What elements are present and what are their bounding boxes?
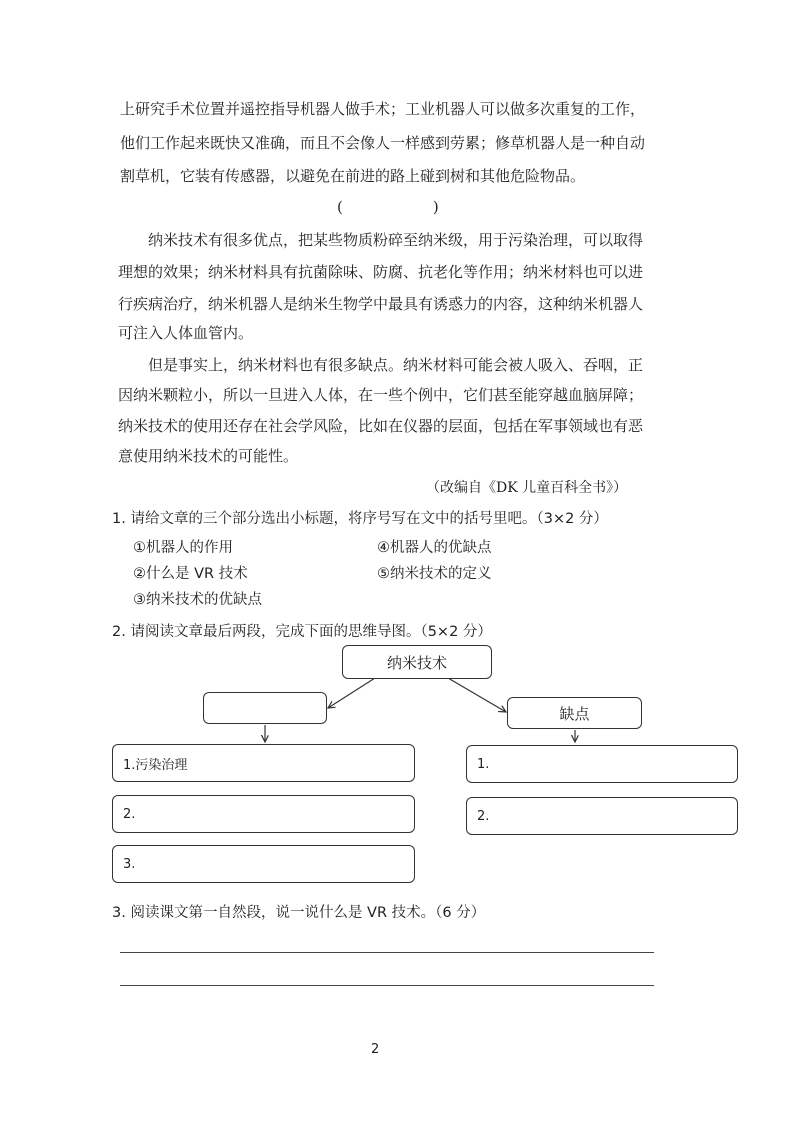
passage-line: 行疾病治疗，纳米机器人是纳米生物学中最具有诱惑力的内容，这种纳米机器人 [118,295,644,313]
option: ③纳米技术的优缺点 [133,592,262,608]
passage-line: 意使用纳米技术的可能性。 [118,447,299,465]
left-item-2[interactable]: 2. [112,795,415,833]
passage-line: 理想的效果；纳米材料具有抗菌除味、防腐、抗老化等作用；纳米材料也可以进 [118,263,644,281]
answer-paren: ( ) [337,198,439,216]
source-citation: （改编自《DK 儿童百科全书》） [426,480,628,496]
passage-line: 但是事实上，纳米材料也有很多缺点。纳米材料可能会被人吸入、吞咽，正 [148,356,644,374]
right-item-2[interactable]: 2. [466,797,738,835]
passage-line: 纳米技术的使用还存在社会学风险，比如在仪器的层面，包括在军事领域也有恶 [118,417,644,435]
right-item-1[interactable]: 1. [466,745,738,783]
left-item-1[interactable]: 1.污染治理 [112,744,415,782]
passage-line: 可注入人体血管内。 [118,324,254,342]
option: ②什么是 VR 技术 [133,566,248,582]
passage-line: 因纳米颗粒小，所以一旦进入人体，在一些个例中，它们甚至能穿越血脑屏障； [118,386,644,404]
passage-line: 上研究手术位置并遥控指导机器人做手术；工业机器人可以做多次重复的工作， [120,100,646,118]
answer-line[interactable] [120,985,654,986]
option: ①机器人的作用 [133,540,233,556]
passage-line: 割草机，它装有传感器，以避免在前进的路上碰到树和其他危险物品。 [120,167,586,185]
question-2: 2. 请阅读文章最后两段，完成下面的思维导图。（5×2 分） [112,624,492,640]
mindmap-left-head-blank[interactable] [203,692,327,724]
left-item-3[interactable]: 3. [112,845,415,883]
passage-line: 他们工作起来既快又准确，而且不会像人一样感到劳累；修草机器人是一种自动 [120,134,646,152]
mindmap-right-head: 缺点 [507,697,642,729]
page-number: 2 [371,1042,380,1057]
passage-line: 纳米技术有很多优点，把某些物质粉碎至纳米级，用于污染治理，可以取得 [148,231,644,249]
option: ④机器人的优缺点 [377,540,492,556]
question-1: 1. 请给文章的三个部分选出小标题，将序号写在文中的括号里吧。（3×2 分） [112,511,608,527]
mindmap-root: 纳米技术 [342,645,492,679]
question-3: 3. 阅读课文第一自然段，说一说什么是 VR 技术。（6 分） [112,905,486,921]
option: ⑤纳米技术的定义 [377,566,492,582]
answer-line[interactable] [120,952,654,953]
